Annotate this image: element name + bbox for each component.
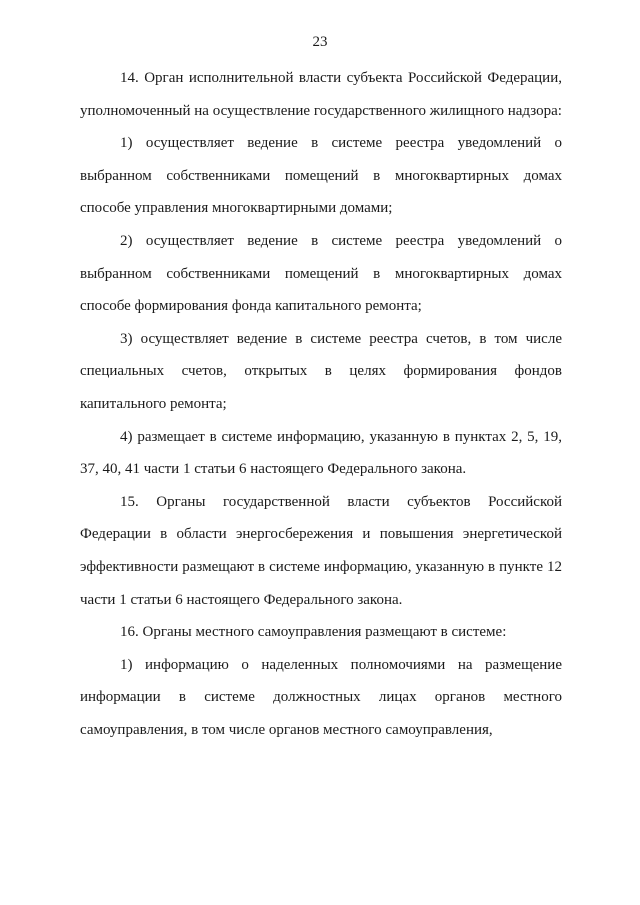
paragraph-14-item-4: 4) размещает в системе информацию, указанную в пунктах 2, 5, 19, 37, 40, 41 части 1 статьи 6 настоящего Федерального закона. <box>80 428 562 478</box>
paragraph-14-item-2: 2) осуществляет ведение в системе реестра уведомлений о выбранном собственниками помещений в многоквартирных домах способе формирования фонда капитального ремонта; <box>80 232 562 315</box>
paragraph-14: 14. Орган исполнительной власти субъекта Российской Федерации, уполномоченный на осуществление государственного жилищного надзора: <box>80 70 562 119</box>
paragraph-14-item-3: 3) осуществляет ведение в системе реестра счетов, в том числе специальных счетов, открытых в целях формирования фондов капитального ремонта; <box>80 330 562 412</box>
paragraph-15: 15. Органы государственной власти субъектов Российской Федерации в области энергосбережения и повышения энергетической эффективности размещают в системе информацию, указанную в пункте 12 части 1 статьи 6 настоящего Федерального закона. <box>80 493 562 608</box>
paragraph-16-item-1: 1) информацию о наделенных полномочиями на размещение информации в системе должностных лицах органов местного самоуправления, в том числе органов местного самоуправления, <box>80 656 562 738</box>
paragraph-14-item-1: 1) осуществляет ведение в системе реестра уведомлений о выбранном собственниками помещений в многоквартирных домах способе управления многоквартирными домами; <box>80 135 562 217</box>
paragraph-16: 16. Органы местного самоуправления размещают в системе: <box>120 624 507 641</box>
document-body <box>80 62 562 746</box>
page-number: 23 <box>312 34 328 50</box>
